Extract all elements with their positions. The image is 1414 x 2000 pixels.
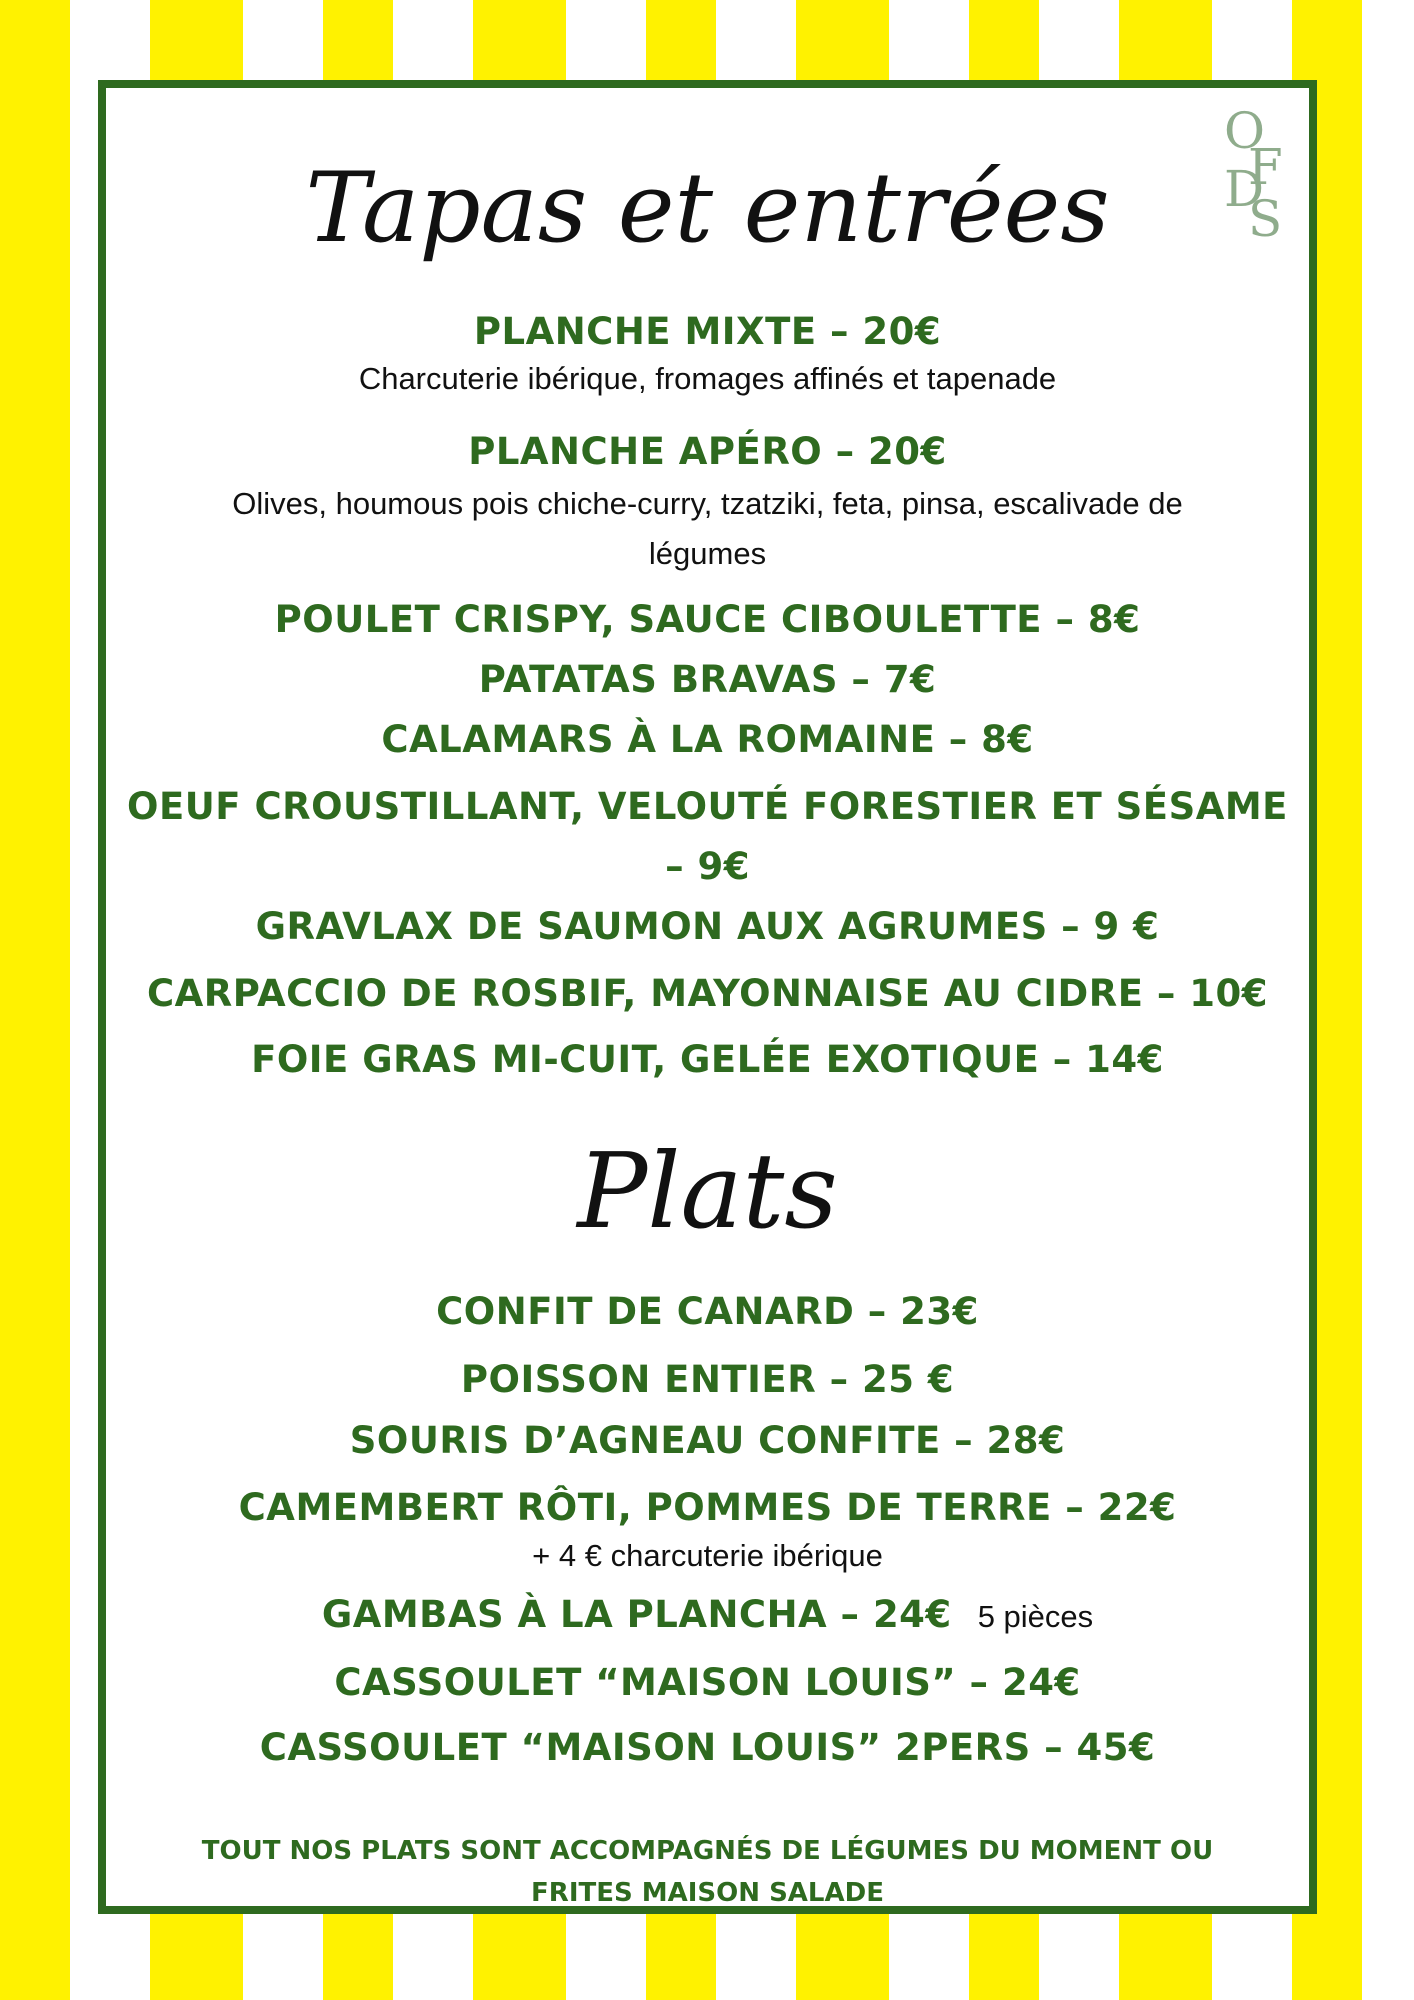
menu-item: GRAVLAX DE SAUMON AUX AGRUMES – 9 € <box>255 905 1160 948</box>
item-description: Olives, houmous pois chiche-curry, tzatziki, feta, pinsa, escalivade de <box>232 486 1183 521</box>
item-description: + 4 € charcuterie ibérique <box>532 1538 883 1573</box>
menu-item: CALAMARS À LA ROMAINE – 8€ <box>381 718 1034 761</box>
section-title-plats: Plats <box>577 1130 838 1252</box>
section-title-tapas: Tapas et entrées <box>305 152 1110 264</box>
menu-item: CONFIT DE CANARD – 23€ <box>436 1290 979 1333</box>
item-description: légumes <box>648 536 767 571</box>
item-description: Charcuterie ibérique, fromages affinés et tapenade <box>358 361 1057 396</box>
menu-item: CASSOULET “MAISON LOUIS” – 24€ <box>334 1661 1081 1704</box>
logo-letter-s: S <box>1248 190 1283 248</box>
item-description: 5 pièces <box>977 1599 1094 1634</box>
menu-item: PLANCHE APÉRO – 20€ <box>468 430 947 473</box>
logo-letter-f: F <box>1248 138 1283 196</box>
menu-item: PLANCHE MIXTE – 20€ <box>473 310 942 353</box>
menu-item: SOURIS D’AGNEAU CONFITE – 28€ <box>349 1419 1066 1462</box>
menu-item: CARPACCIO DE ROSBIF, MAYONNAISE AU CIDRE – 10€ <box>146 972 1269 1015</box>
footer-note: FRITES MAISON SALADE <box>531 1878 884 1908</box>
menu-item: POULET CRISPY, SAUCE CIBOULETTE – 8€ <box>274 598 1141 641</box>
menu-item: CASSOULET “MAISON LOUIS” 2PERS – 45€ <box>259 1726 1156 1769</box>
menu-item: OEUF CROUSTILLANT, VELOUTÉ FORESTIER ET SÉSAME <box>127 785 1288 828</box>
footer-note: TOUT NOS PLATS SONT ACCOMPAGNÉS DE LÉGUMES DU MOMENT OU <box>201 1836 1214 1866</box>
menu-item: FOIE GRAS MI-CUIT, GELÉE EXOTIQUE – 14€ <box>251 1038 1164 1081</box>
menu-card <box>98 80 1317 1914</box>
menu-item: CAMEMBERT RÔTI, POMMES DE TERRE – 22€ <box>238 1486 1177 1529</box>
logo-letter-d: D <box>1224 160 1265 218</box>
logo-letter-o: O <box>1224 102 1265 160</box>
menu-item-row <box>106 1593 1309 1636</box>
menu-item: GAMBAS À LA PLANCHA – 24€ <box>321 1593 952 1636</box>
menu-item: PATATAS BRAVAS – 7€ <box>478 658 937 701</box>
menu-item: POISSON ENTIER – 25 € <box>460 1358 955 1401</box>
menu-item: – 9€ <box>665 845 750 888</box>
